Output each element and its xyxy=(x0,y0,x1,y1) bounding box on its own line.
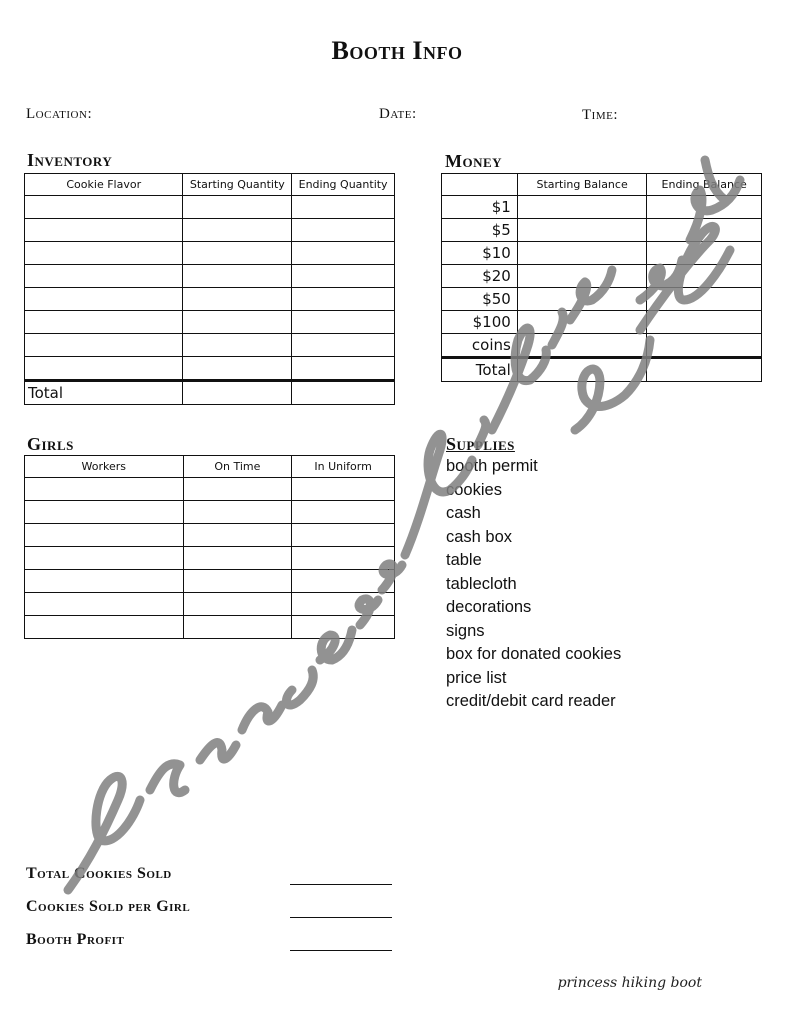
table-cell[interactable] xyxy=(517,265,647,288)
table-cell[interactable] xyxy=(183,478,292,501)
supplies-list xyxy=(446,455,621,714)
girls-table xyxy=(24,455,395,639)
table-cell[interactable] xyxy=(25,501,184,524)
table-cell[interactable] xyxy=(292,547,395,570)
inventory-col-header: Cookie Flavor xyxy=(25,174,183,196)
girls-heading: Girls xyxy=(27,434,74,454)
denomination-label: $5 xyxy=(442,219,518,242)
table-cell[interactable] xyxy=(25,265,183,288)
table-cell[interactable] xyxy=(292,265,395,288)
list-item: cookies xyxy=(446,480,502,499)
table-cell[interactable] xyxy=(517,219,647,242)
denomination-label: $50 xyxy=(442,288,518,311)
table-cell[interactable] xyxy=(183,570,292,593)
table-row xyxy=(442,219,762,242)
table-row xyxy=(25,501,395,524)
table-cell[interactable] xyxy=(647,242,762,265)
money-col-header: Starting Balance xyxy=(517,174,647,196)
table-row xyxy=(25,570,395,593)
list-item: box for donated cookies xyxy=(446,645,622,663)
table-row xyxy=(25,616,395,639)
denomination-label: $100 xyxy=(442,311,518,334)
table-row xyxy=(25,478,395,501)
total-cookies-sold-label: Total Cookies Sold xyxy=(26,865,172,882)
table-cell[interactable] xyxy=(292,334,395,357)
list-item: decorations xyxy=(446,598,532,616)
girls-col-header: On Time xyxy=(183,456,292,478)
table-cell[interactable] xyxy=(25,570,184,593)
money-total-row xyxy=(442,358,762,382)
date-label: Date: xyxy=(379,106,417,122)
inventory-total-row xyxy=(25,381,395,405)
total-cookies-sold-line[interactable] xyxy=(290,884,392,885)
inventory-total-label: Total xyxy=(25,381,183,405)
table-cell[interactable] xyxy=(25,242,183,265)
table-cell[interactable] xyxy=(183,334,292,357)
time-label: Time: xyxy=(582,107,618,123)
list-item: price list xyxy=(446,668,507,687)
table-cell[interactable] xyxy=(25,311,183,334)
table-row xyxy=(25,265,395,288)
table-cell[interactable] xyxy=(292,357,395,381)
table-cell[interactable] xyxy=(183,616,292,639)
table-cell[interactable] xyxy=(647,265,762,288)
table-cell[interactable] xyxy=(517,288,647,311)
table-cell[interactable] xyxy=(25,547,184,570)
list-item: cash xyxy=(446,504,481,522)
table-cell[interactable] xyxy=(292,311,395,334)
inventory-col-header: Ending Quantity xyxy=(292,174,395,196)
table-cell[interactable] xyxy=(183,547,292,570)
girls-col-header: Workers xyxy=(25,456,184,478)
table-cell[interactable] xyxy=(517,196,647,219)
table-cell[interactable] xyxy=(183,524,292,547)
table-cell[interactable] xyxy=(517,358,647,382)
money-col-header: Ending Balance xyxy=(647,174,762,196)
booth-profit-line[interactable] xyxy=(290,950,392,951)
table-cell[interactable] xyxy=(183,265,292,288)
table-cell[interactable] xyxy=(292,478,395,501)
list-item: cash box xyxy=(446,527,513,546)
supplies-heading: Supplies xyxy=(446,434,515,454)
table-cell[interactable] xyxy=(517,242,647,265)
table-cell[interactable] xyxy=(25,288,183,311)
table-row xyxy=(25,311,395,334)
table-cell[interactable] xyxy=(183,196,292,219)
cookies-per-girl-label: Cookies Sold per Girl xyxy=(26,898,191,915)
table-row xyxy=(25,219,395,242)
table-cell[interactable] xyxy=(183,242,292,265)
table-row xyxy=(442,334,762,358)
table-cell[interactable] xyxy=(647,358,762,382)
table-cell[interactable] xyxy=(517,311,647,334)
table-cell[interactable] xyxy=(292,524,395,547)
inventory-heading: Inventory xyxy=(27,150,113,170)
list-item: booth permit xyxy=(446,457,538,475)
table-cell[interactable] xyxy=(183,311,292,334)
table-cell[interactable] xyxy=(25,593,184,616)
table-row xyxy=(25,242,395,265)
table-cell[interactable] xyxy=(647,311,762,334)
inventory-col-header: Starting Quantity xyxy=(183,174,292,196)
table-row xyxy=(442,265,762,288)
girls-header-row xyxy=(25,456,395,478)
location-label: Location: xyxy=(26,106,93,122)
table-cell[interactable] xyxy=(647,196,762,219)
table-cell[interactable] xyxy=(25,334,183,357)
list-item: signs xyxy=(446,621,485,640)
table-cell[interactable] xyxy=(292,381,395,405)
table-row xyxy=(25,334,395,357)
money-heading: Money xyxy=(445,151,503,171)
table-cell[interactable] xyxy=(183,357,292,381)
inventory-header-row xyxy=(25,174,395,196)
table-cell[interactable] xyxy=(25,616,184,639)
footer-brand: princess hiking boot xyxy=(557,975,702,991)
table-cell[interactable] xyxy=(292,288,395,311)
inventory-table xyxy=(24,173,395,405)
cookies-per-girl-line[interactable] xyxy=(290,917,392,918)
table-cell[interactable] xyxy=(25,357,183,381)
table-cell[interactable] xyxy=(647,219,762,242)
list-item: tablecloth xyxy=(446,574,517,593)
money-table xyxy=(441,173,762,382)
table-row xyxy=(25,547,395,570)
table-cell[interactable] xyxy=(647,288,762,311)
denomination-label: $10 xyxy=(442,242,518,265)
table-row xyxy=(25,288,395,311)
table-row xyxy=(25,524,395,547)
table-cell[interactable] xyxy=(25,196,183,219)
table-cell[interactable] xyxy=(183,501,292,524)
table-row xyxy=(25,593,395,616)
table-row xyxy=(25,357,395,381)
table-cell[interactable] xyxy=(292,616,395,639)
table-row xyxy=(442,288,762,311)
table-cell[interactable] xyxy=(183,381,292,405)
denomination-label: coins xyxy=(442,334,518,358)
table-cell[interactable] xyxy=(292,570,395,593)
page-title: Booth Info xyxy=(331,36,463,65)
table-cell[interactable] xyxy=(183,288,292,311)
table-cell[interactable] xyxy=(292,501,395,524)
table-cell[interactable] xyxy=(292,219,395,242)
table-row xyxy=(442,196,762,219)
table-row xyxy=(442,311,762,334)
table-cell[interactable] xyxy=(25,219,183,242)
table-cell[interactable] xyxy=(292,593,395,616)
list-item: table xyxy=(446,551,482,569)
table-cell[interactable] xyxy=(183,219,292,242)
list-item: credit/debit card reader xyxy=(446,692,616,710)
money-header-row xyxy=(442,174,762,196)
table-cell[interactable] xyxy=(25,478,184,501)
table-cell[interactable] xyxy=(292,196,395,219)
money-col-header xyxy=(442,174,518,196)
money-total-label: Total xyxy=(442,358,518,382)
table-cell[interactable] xyxy=(647,334,762,358)
table-cell[interactable] xyxy=(292,242,395,265)
booth-profit-label: Booth Profit xyxy=(26,931,125,948)
girls-col-header: In Uniform xyxy=(292,456,395,478)
table-row xyxy=(442,242,762,265)
table-cell[interactable] xyxy=(183,593,292,616)
table-cell[interactable] xyxy=(517,334,647,358)
table-row xyxy=(25,196,395,219)
denomination-label: $1 xyxy=(442,196,518,219)
table-cell[interactable] xyxy=(25,524,184,547)
denomination-label: $20 xyxy=(442,265,518,288)
